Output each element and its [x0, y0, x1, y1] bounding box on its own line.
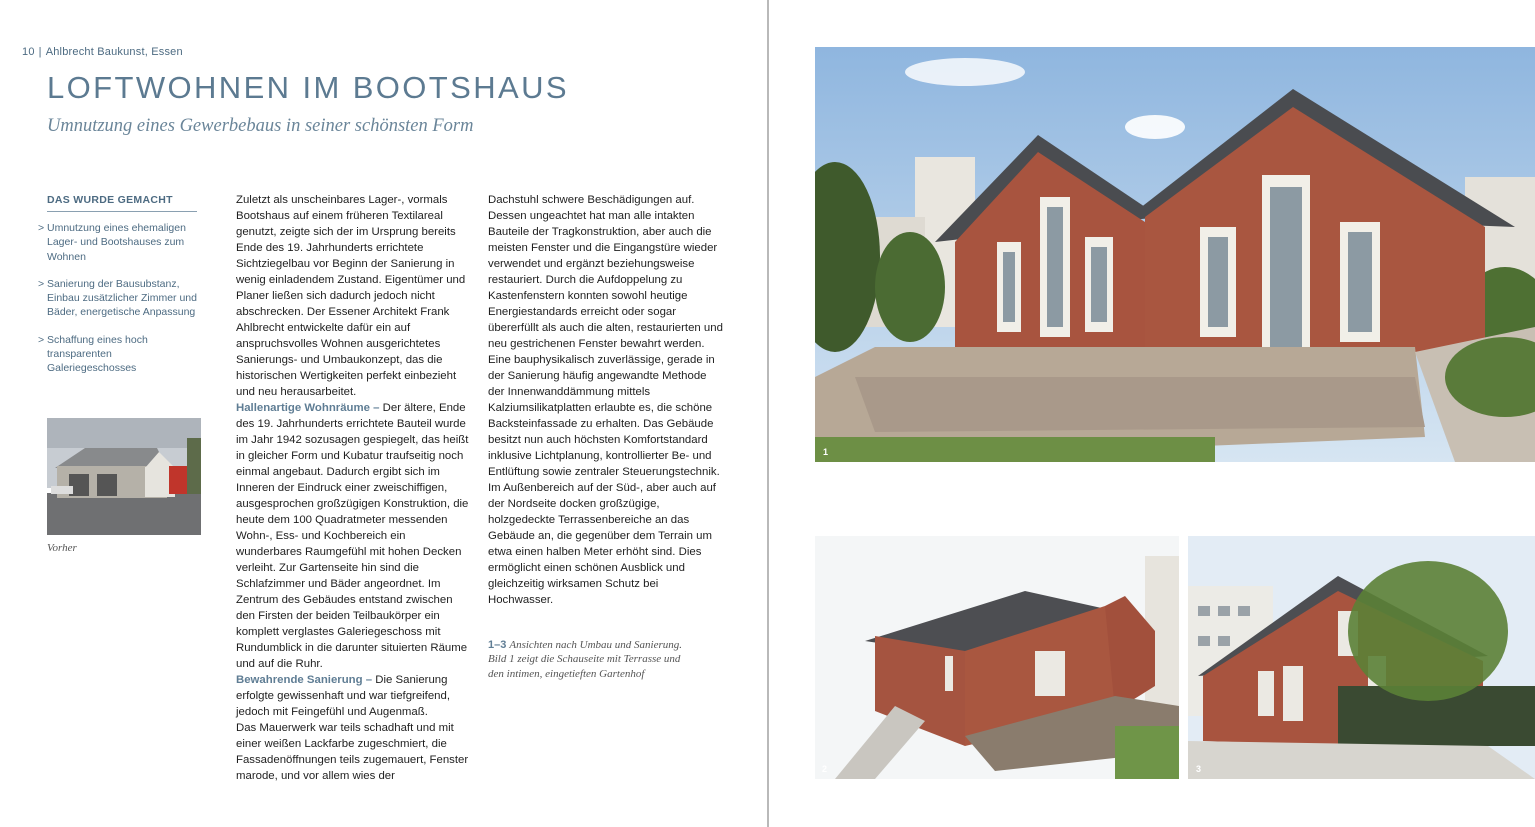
photo-courtyard-view	[1188, 536, 1535, 779]
photo-main-terrace	[815, 47, 1535, 462]
text-column-1	[236, 192, 472, 784]
left-page	[0, 0, 767, 827]
sidebar-item: > Schaffung eines hoch transparenten Galeriegeschosses	[38, 333, 148, 375]
body-paragraph: Das Mauerwerk war teils schadhaft und mit einer weißen Lackfarbe zugeschmiert, die Fassadenöffnungen teils zugemauert, Fenster marode, und vor allem wies der	[236, 722, 469, 782]
bullet-marker-icon: >	[38, 277, 45, 290]
article-subtitle: Umnutzung eines Gewerbebaus in seiner schönsten Form	[47, 116, 474, 136]
photo-number: 1	[823, 447, 829, 457]
photo-side-view	[815, 536, 1179, 779]
article-title: LOFTWOHNEN IM BOOTSHAUS	[47, 70, 569, 105]
sidebar-list	[38, 221, 203, 389]
text-column-2	[488, 192, 724, 608]
bullet-marker-icon: >	[38, 222, 45, 234]
bullet-marker-icon: >	[38, 333, 45, 346]
section-heading: Hallenartige Wohnräume –	[236, 402, 380, 414]
body-paragraph: Bewahrende Sanierung – Die Sanierung erfolgte gewissenhaft und war tiefgreifend, jedoch mit Feingefühl und Augenmaß.	[236, 674, 451, 718]
sidebar-heading: DAS WURDE GEMACHT	[47, 194, 197, 212]
section-heading: Bewahrende Sanierung –	[236, 674, 373, 686]
body-paragraph: Dachstuhl schwere Beschädigungen auf. Dessen ungeachtet hat man alle intakten Bauteile der Tragkonstruktion, aber auch die meisten Fenster und die Eingangstüre wieder verwendet und ergänzt beziehungsweise restauriert. Durch die Aufdoppelung zu Kastenfenstern konnten sowohl heutige Energiestandards erreicht oder sogar übererfüllt als auch die alten, restaurierten und neu gestrichenen Fenster bewahrt werden. Eine bauphysikalisch zuverlässige, gerade in der Sanierung häufig angewandte Methode der Innenwanddämmung mittels Kalziumsilikatplatten erlaubte es, die schöne Backsteinfassade zu erhalten. Das Gebäude besitzt nun auch höchsten Komfortstandard inklusive Lichtplanung, kontrollierter Be- und Entlüftung sowie zentraler Steuerungstechnik.	[488, 194, 723, 478]
header-separator: |	[38, 46, 42, 58]
photo-number: 3	[1196, 764, 1202, 774]
running-header	[22, 46, 183, 58]
body-paragraph: Hallenartige Wohnräume – Der ältere, Ende des 19. Jahrhunderts errichtete Bauteil wurde im Jahr 1942 sozusagen gespiegelt, das heißt in gleicher Form und Kubatur traufseitig noch einmal angebaut. Dadurch ergibt sich im Inneren der Eindruck einer zweischiffigen, ausgesprochen großzügigen Konstruktion, die heute dem 100 Quadratmeter messenden Wohn-, Ess- und Kochbereich ein wunderbares Raumgefühl mit hohen Decken verleiht. Zur Gartenseite hin sind die Schlafzimmer und Bäder angeordnet. Im Zentrum des Gebäudes entstand zwischen den Firsten der beiden Teilbaukörper ein komplett verglastes Galeriegeschoss mit Rundumblick in die darunter situierten Räume und auf die Ruhr.	[236, 402, 469, 670]
body-paragraph: Zuletzt als unscheinbares Lager-, vormals Bootshaus auf einem früheren Textilareal genutzt, zeigte sich der im Ursprung bereits Ende des 19. Jahrhunderts errichtete Sichtziegelbau vor Beginn der Sanierung in wenig einladendem Zustand. Eigentümer und Planer ließen sich dadurch jedoch nicht abschrecken. Der Essener Architekt Frank Ahlbrecht entwickelte dafür ein auf anspruchsvolles Wohnen ausgerichtetes Sanierungs- und Umbaukonzept, das die historischen Wertigkeiten perfekt einbezieht und neu herausarbeitet.	[236, 194, 466, 398]
running-title: Ahlbrecht Baukunst, Essen	[45, 46, 183, 58]
body-paragraph: Im Außenbereich auf der Süd-, aber auch auf der Nordseite docken großzügige, holzgedeckte Terrassenbereiche an das Gebäude an, die gegenüber dem Terrain um etwa einen halben Meter erhöht sind. Dies ermöglicht einen schönen Ausblick und gleichzeitig wirksamen Schutz bei Hochwasser.	[488, 482, 716, 606]
page-number: 10	[22, 46, 35, 58]
before-photo-caption: Vorher	[47, 542, 77, 554]
before-photo	[47, 418, 201, 535]
photo-caption: 1–3 Ansichten nach Umbau und Sanierung. Bild 1 zeigt die Schauseite mit Terrasse und den intimen, eingetieften Gartenhof	[488, 639, 682, 680]
sidebar-item: > Sanierung der Bausubstanz, Einbau zusätzlicher Zimmer und Bäder, energetische Anpassung	[38, 277, 197, 319]
sidebar-item: > Umnutzung eines ehemaligen Lager- und Bootshauses zum Wohnen	[38, 222, 186, 263]
photo-number: 2	[822, 764, 828, 774]
caption-numbers: 1–3	[488, 639, 507, 651]
